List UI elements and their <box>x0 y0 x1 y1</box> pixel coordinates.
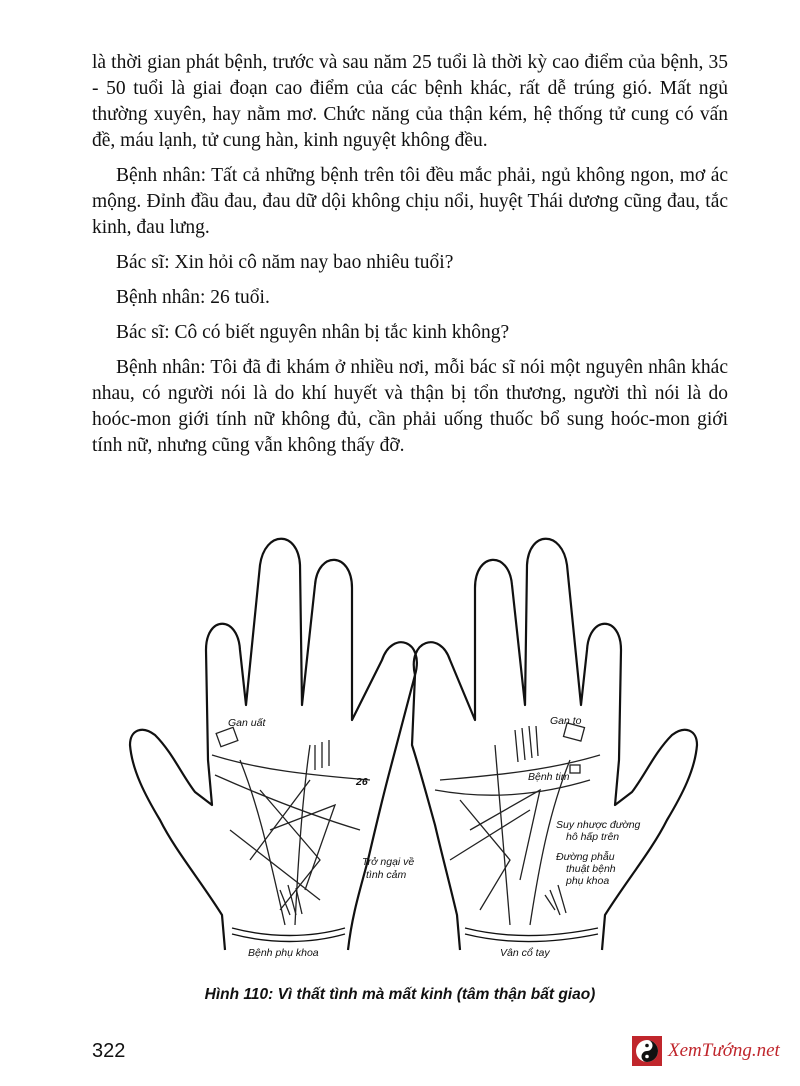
palm-diagram <box>120 530 700 970</box>
logo-text: XemTướng.net <box>668 1040 780 1061</box>
left-fate-line <box>295 745 310 925</box>
yin-yang-icon <box>632 1036 662 1066</box>
right-wrist-line <box>465 928 598 936</box>
label-tro-ngai-2: tình cảm <box>366 869 407 881</box>
label-tro-ngai-1: Trở ngại về <box>362 856 415 868</box>
left-hand-outline <box>130 539 417 950</box>
right-heart-line <box>440 755 600 780</box>
label-gan-left: Gan uất <box>228 717 266 729</box>
label-suy-nhuoc-1: Suy nhược đường <box>556 819 641 831</box>
right-fate-line <box>495 745 510 925</box>
figure-caption: Hình 110: Vì thất tình mà mất kinh (tâm thận bất giao) <box>204 986 596 1003</box>
right-hand-outline <box>412 539 697 950</box>
label-gan-to: Gan to <box>550 715 582 727</box>
left-heart-line <box>212 755 370 780</box>
label-duong-phau-3: phụ khoa <box>566 875 610 887</box>
paragraph: Bác sĩ: Xin hỏi cô năm nay bao nhiêu tuổi? <box>116 252 454 273</box>
paragraph: Bác sĩ: Cô có biết nguyên nhân bị tắc kinh không? <box>116 322 510 343</box>
palm-figure <box>120 530 700 970</box>
paragraph: là thời gian phát bệnh, trước và sau năm 25 tuổi là thời kỳ cao điểm của bệnh, 35 - 50 tuổi là giai đoạn cao điểm của các bệnh khác, rất dễ trúng gió. Mất ngủ thường xuyên, hay nằm mơ. Chức năng của thận kém, hệ thống tử cung có vấn đề, máu lạnh, tử cung hàn, kinh nguyệt không đều. <box>92 52 728 151</box>
label-benh-tim: Bệnh tim <box>528 771 570 783</box>
label-benh-phu-khoa: Bệnh phụ khoa <box>248 947 319 959</box>
label-van-co-tay: Vân cổ tay <box>500 947 550 959</box>
page-number: 322 <box>92 1040 126 1062</box>
left-wrist-line <box>232 928 345 936</box>
body-text <box>92 50 728 468</box>
paragraph: Bệnh nhân: Tất cả những bệnh trên tôi đều mắc phải, ngủ không ngon, mơ ác mộng. Đỉnh đầu đau, đau dữ dội không chịu nổi, huyệt Thái dương cũng đau, tắc kinh, đau lưng. <box>92 165 728 238</box>
paragraph: Bệnh nhân: Tôi đã đi khám ở nhiều nơi, mỗi bác sĩ nói một nguyên nhân khác nhau, có người nói là do khí huyết và thận bị tổn thương, người thì nói là do hoóc-mon giới tính nữ không đủ, cần phải uống thuốc bổ sung hoóc-mon giới tính nữ, nhưng cũng vẫn không thấy đỡ. <box>92 357 728 456</box>
paragraph: Bệnh nhân: 26 tuổi. <box>116 287 270 308</box>
right-life-line <box>530 760 570 925</box>
label-suy-nhuoc-2: hô hấp trên <box>566 831 620 843</box>
label-26: 26 <box>356 776 368 788</box>
label-duong-phau-1: Đường phẫu <box>556 851 615 863</box>
label-duong-phau-2: thuật bệnh <box>566 863 616 875</box>
watermark-logo <box>632 1036 780 1066</box>
